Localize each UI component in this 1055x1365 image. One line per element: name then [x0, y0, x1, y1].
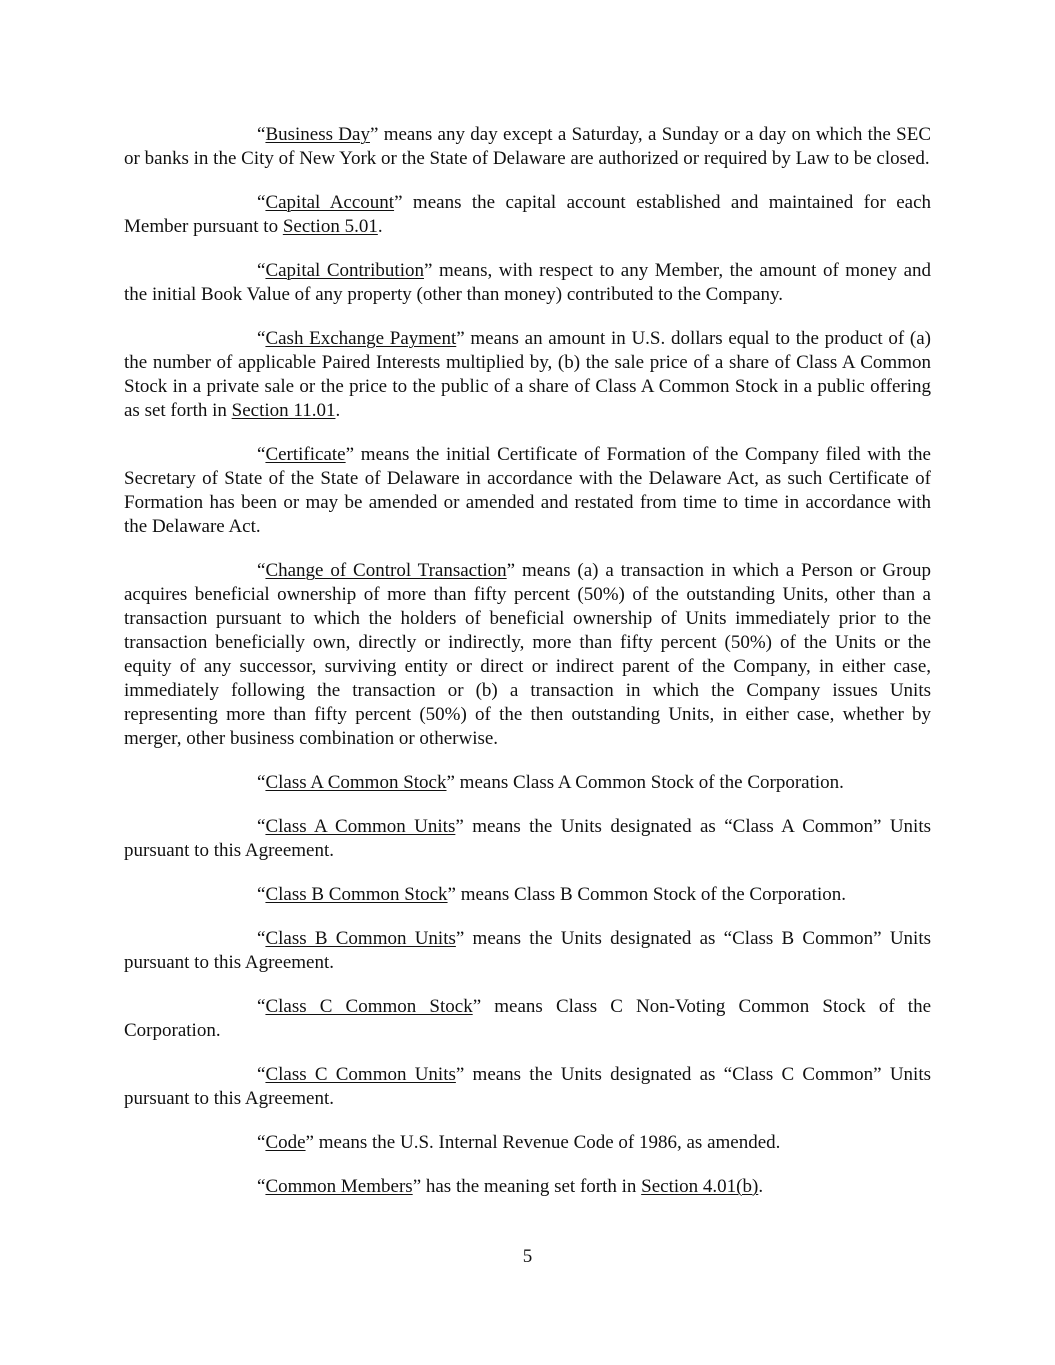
- page-number: 5: [522, 1246, 533, 1267]
- defined-term: Capital Contribution: [265, 260, 424, 281]
- defined-term: Common Members: [265, 1176, 413, 1197]
- defined-term: Cash Exchange Payment: [265, 328, 457, 349]
- definition-text: ” means (a) a transaction in which a Person or Group acquires beneficial ownership of more than fifty percent (50%) of the outstanding Units, other than a transaction pursuant to which the holders of beneficial ownership of Units immediately prior to the transaction beneficially own, directly or indirectly, more than fifty percent (50%) of the Units or the equity of any successor, surviving entity or direct or indirect parent of the Company, in either case, immediately following the transaction or (b) a transaction in which the Company issues Units representing more than fifty percent (50%) of the then outstanding Units, in either case, whether by merger, other business combination or otherwise.: [124, 560, 931, 749]
- definition-text: ” means the Units designated as “Class C Common” Units pursuant to this Agreement.: [124, 1064, 931, 1109]
- definition-text: ” means the U.S. Internal Revenue Code of 1986, as amended.: [305, 1132, 781, 1153]
- definition-class-c-common-stock: “Class C Common Stock” means Class C Non-Voting Common Stock of the Corporation.: [124, 996, 932, 1041]
- document-body: [124, 123, 931, 1219]
- definition-text: ” means Class A Common Stock of the Corporation.: [446, 772, 844, 793]
- defined-term: Capital Account: [265, 192, 395, 213]
- definition-class-a-common-stock: “Class A Common Stock” means Class A Common Stock of the Corporation.: [257, 772, 844, 793]
- definition-common-members: “Common Members” has the meaning set forth in Section 4.01(b).: [257, 1176, 764, 1197]
- section-reference: Section 4.01(b): [641, 1176, 759, 1197]
- defined-term: Business Day: [265, 124, 370, 145]
- section-reference: Section 11.01: [231, 400, 336, 421]
- definition-text: ” means an amount in U.S. dollars equal to the product of (a) the number of applicable Paired Interests multiplied by, (b) the sale price of a share of Class A Common Stock in a private sale or the price to the public of a share of Class A Common Stock in a public offering as set forth in: [124, 328, 931, 421]
- defined-term: Class A Common Units: [265, 816, 456, 837]
- defined-term: Class C Common Stock: [265, 996, 473, 1017]
- definition-text: ” means Class B Common Stock of the Corporation.: [447, 884, 846, 905]
- definition-capital-contribution: “Capital Contribution” means, with respect to any Member, the amount of money and the initial Book Value of any property (other than money) contributed to the Company.: [124, 260, 931, 305]
- definition-certificate: “Certificate” means the initial Certificate of Formation of the Company filed with the Secretary of State of the State of Delaware in accordance with the Delaware Act, as such Certificate of Formation has been or may be amended or amended and restated from time to time in accordance with the Delaware Act.: [124, 444, 931, 537]
- definition-change-of-control-transaction: “Change of Control Transaction” means (a) a transaction in which a Person or Group acquires beneficial ownership of more than fifty percent (50%) of the outstanding Units, other than a transaction pursuant to which the holders of beneficial ownership of Units immediately prior to the transaction beneficially own, directly or indirectly, more than fifty percent (50%) of the Units or the equity of any successor, surviving entity or direct or indirect parent of the Company, in either case, immediately following the transaction or (b) a transaction in which the Company issues Units representing more than fifty percent (50%) of the then outstanding Units, in either case, whether by merger, other business combination or otherwise.: [124, 560, 931, 749]
- definition-business-day: “Business Day” means any day except a Saturday, a Sunday or a day on which the SEC or banks in the City of New York or the State of Delaware are authorized or required by Law to be closed.: [124, 124, 931, 169]
- definition-text: ” has the meaning set forth in: [412, 1176, 642, 1197]
- definition-text: ” means any day except a Saturday, a Sunday or a day on which the SEC or banks in the City of New York or the State of Delaware are authorized or required by Law to be closed.: [124, 124, 931, 169]
- definition-class-a-common-units: “Class A Common Units” means the Units designated as “Class A Common” Units pursuant to this Agreement.: [124, 816, 931, 861]
- definition-class-c-common-units: “Class C Common Units” means the Units designated as “Class C Common” Units pursuant to this Agreement.: [124, 1064, 931, 1109]
- defined-term: Class B Common Units: [265, 928, 456, 949]
- definition-class-b-common-units: “Class B Common Units” means the Units designated as “Class B Common” Units pursuant to this Agreement.: [124, 928, 931, 973]
- section-reference: Section 5.01: [282, 216, 378, 237]
- defined-term: Class C Common Units: [265, 1064, 456, 1085]
- definition-text: ” means the Units designated as “Class A Common” Units pursuant to this Agreement.: [124, 816, 931, 861]
- definition-capital-account: “Capital Account” means the capital account established and maintained for each Member pursuant to Section 5.01.: [124, 192, 931, 237]
- defined-term: Class B Common Stock: [265, 884, 448, 905]
- defined-term: Certificate: [265, 444, 346, 465]
- defined-term: Class A Common Stock: [265, 772, 447, 793]
- definition-text: ” means the capital account established and maintained for each Member pursuant to: [124, 192, 931, 237]
- definition-text: ” means the Units designated as “Class B Common” Units pursuant to this Agreement.: [124, 928, 931, 973]
- defined-term: Code: [265, 1132, 306, 1153]
- definition-cash-exchange-payment: “Cash Exchange Payment” means an amount in U.S. dollars equal to the product of (a) the number of applicable Paired Interests multiplied by, (b) the sale price of a share of Class A Common Stock in a private sale or the price to the public of a share of Class A Common Stock in a public offering as set forth in Section 11.01.: [124, 328, 931, 421]
- defined-term: Change of Control Transaction: [265, 560, 507, 581]
- definition-code: “Code” means the U.S. Internal Revenue Code of 1986, as amended.: [257, 1132, 781, 1153]
- definition-text: ” means Class C Non-Voting Common Stock of the Corporation.: [124, 996, 932, 1041]
- definition-class-b-common-stock: “Class B Common Stock” means Class B Common Stock of the Corporation.: [257, 884, 846, 905]
- definition-text: ” means, with respect to any Member, the amount of money and the initial Book Value of any property (other than money) contributed to the Company.: [124, 260, 931, 305]
- definition-text: ” means the initial Certificate of Formation of the Company filed with the Secretary of State of the State of Delaware in accordance with the Delaware Act, as such Certificate of Formation has been or may be amended or amended and restated from time to time in accordance with the Delaware Act.: [124, 444, 931, 537]
